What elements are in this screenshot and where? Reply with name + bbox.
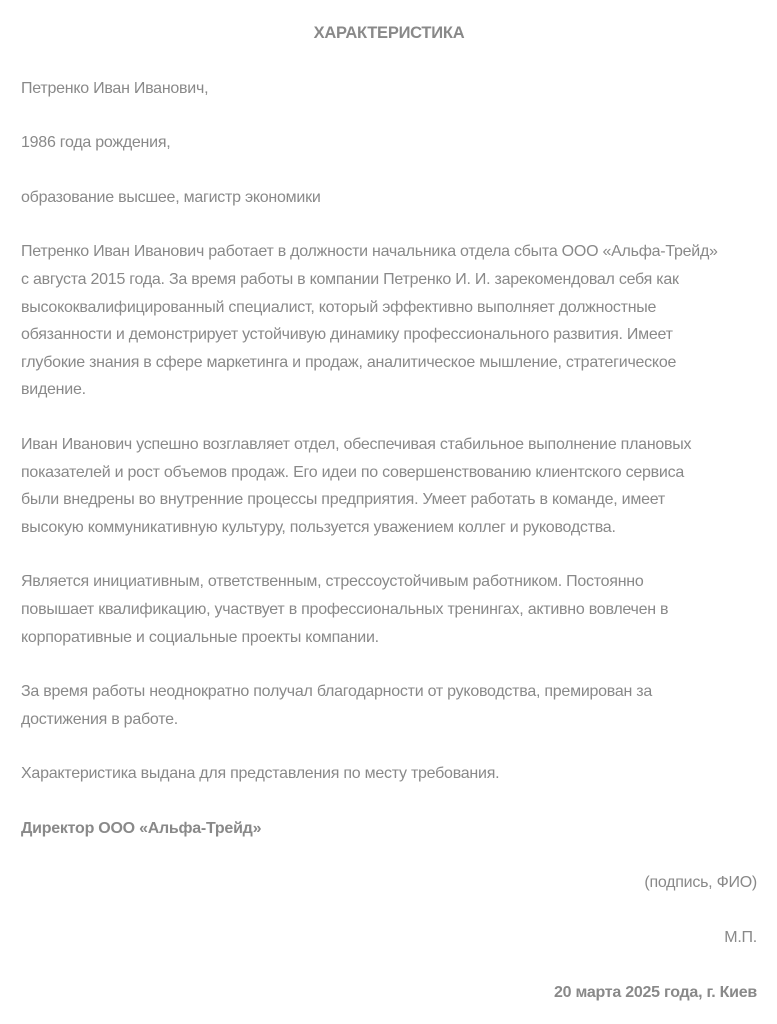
stamp-mark: М.П.: [724, 929, 757, 947]
stamp-block: [21, 924, 757, 952]
paragraph-line: Петренко Иван Иванович работает в должности начальника отдела сбыта ООО «Альфа-Трейд»: [21, 243, 718, 261]
signature-block: [21, 815, 757, 843]
paragraph-line: Является инициативным, ответственным, стрессоустойчивым работником. Постоянно: [21, 573, 644, 591]
employee-name: Петренко Иван Иванович,: [21, 79, 209, 97]
paragraph-line: обязанности и демонстрирует устойчивую динамику профессионального развития. Имеет: [21, 326, 673, 344]
paragraph-line: За время работы неоднократно получал благодарности от руководства, премирован за: [21, 683, 653, 701]
paragraph-line: повышает квалификацию, участвует в профессиональных тренингах, активно вовлечен в: [21, 600, 669, 618]
birth-year-line: [21, 129, 757, 157]
signature-hint-block: [21, 869, 757, 897]
body-paragraph-2: [21, 431, 757, 541]
body-paragraph-5: [21, 760, 757, 788]
date-block: [21, 979, 757, 1007]
paragraph-line: с августа 2015 года. За время работы в компании Петренко И. И. зарекомендовал себя как: [21, 270, 679, 288]
signature-hint: (подпись, ФИО): [644, 874, 757, 892]
paragraph-line: были внедрены во внутренние процессы предприятия. Умеет работать в команде, имеет: [21, 491, 665, 509]
education-line: [21, 184, 757, 212]
paragraph-line: глубокие знания в сфере маркетинга и продаж, аналитическое мышление, стратегическое: [21, 353, 677, 371]
body-paragraph-3: [21, 568, 757, 651]
paragraph-line: Иван Иванович успешно возглавляет отдел, обеспечивая стабильное выполнение плановых: [21, 435, 692, 453]
paragraph-line: показателей и рост объемов продаж. Его идеи по совершенствованию клиентского сервиса: [21, 463, 684, 481]
paragraph-line: корпоративные и социальные проекты компании.: [21, 628, 379, 646]
body-paragraph-1: [21, 238, 757, 404]
paragraph-line: высококвалифицированный специалист, который эффективно выполняет должностные: [21, 298, 657, 316]
director-title-line: Директор ООО «Альфа-Трейд»: [21, 819, 262, 837]
document-header: [21, 20, 757, 48]
date-place-line: 20 марта 2025 года, г. Киев: [553, 983, 757, 1001]
paragraph-line: видение.: [21, 381, 86, 399]
employee-name-line: [21, 75, 757, 103]
paragraph-line: высокую коммуникативную культуру, пользуется уважением коллег и руководства.: [21, 518, 616, 536]
body-paragraph-4: [21, 678, 757, 733]
paragraph-line: Характеристика выдана для представления по месту требования.: [21, 765, 500, 783]
paragraph-line: достижения в работе.: [21, 710, 178, 728]
education: образование высшее, магистр экономики: [21, 188, 321, 206]
birth-year: 1986 года рождения,: [21, 134, 171, 152]
document-title: ХАРАКТЕРИСТИКА: [313, 24, 465, 42]
